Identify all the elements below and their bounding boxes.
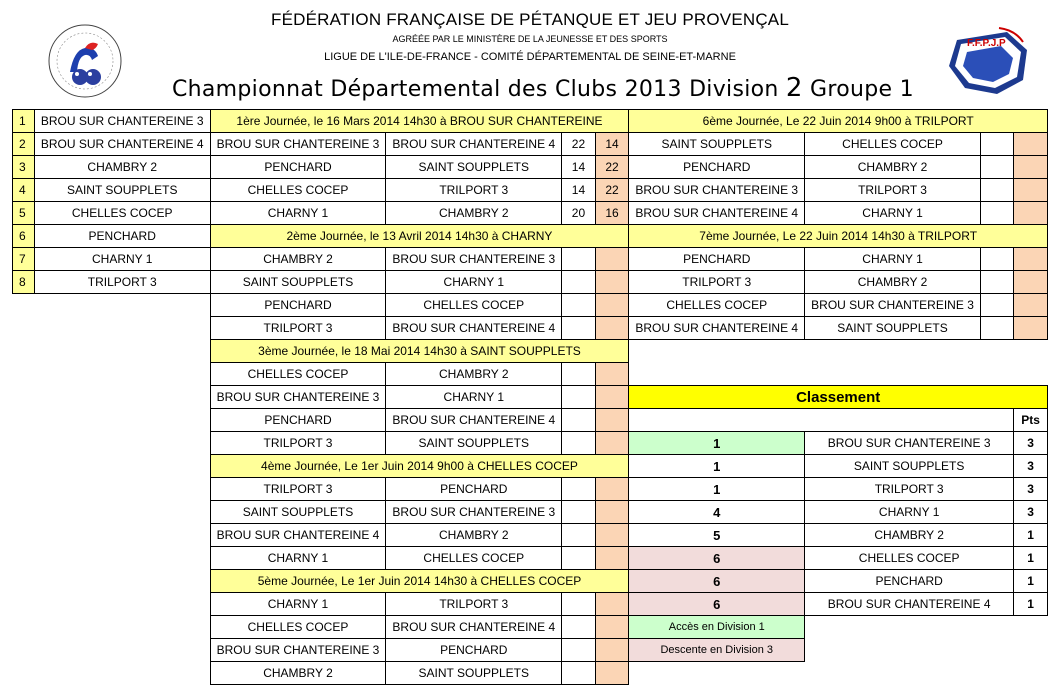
- score-away: [595, 524, 629, 547]
- points-header: Pts: [1014, 409, 1048, 432]
- table-row: [13, 248, 1048, 271]
- empty-cell: [805, 639, 1048, 662]
- empty-cell: [629, 340, 1048, 363]
- empty-cell: [13, 593, 211, 616]
- page-title: [172, 73, 914, 103]
- empty-cell: [629, 363, 1048, 386]
- standings-rank: 1: [629, 478, 805, 501]
- standings-points: 3: [1014, 478, 1048, 501]
- score-home: [980, 156, 1013, 179]
- team-number: 6: [13, 225, 35, 248]
- empty-cell: [13, 547, 211, 570]
- match-home-team: CHELLES COCEP: [629, 294, 805, 317]
- document-header: [12, 8, 1048, 108]
- standings-points: 1: [1014, 570, 1048, 593]
- score-home: [562, 593, 596, 616]
- match-home-team: PENCHARD: [210, 156, 386, 179]
- ministry-approval: AGRÉÉE PAR LE MINISTÈRE DE LA JEUNESSE ET DES SPORTS: [392, 34, 668, 44]
- match-away-team: BROU SUR CHANTEREINE 4: [386, 317, 562, 340]
- match-home-team: CHELLES COCEP: [210, 616, 386, 639]
- table-row: [13, 294, 1048, 317]
- match-home-team: CHARNY 1: [210, 547, 386, 570]
- match-away-team: SAINT SOUPPLETS: [386, 432, 562, 455]
- score-away: [1014, 294, 1048, 317]
- team-name: BROU SUR CHANTEREINE 4: [34, 133, 210, 156]
- table-row: [13, 639, 1048, 662]
- table-row: [13, 409, 1048, 432]
- table-row: [13, 317, 1048, 340]
- score-away: [1014, 156, 1048, 179]
- score-home: [562, 248, 596, 271]
- empty-cell: [13, 616, 211, 639]
- score-home: [562, 547, 596, 570]
- match-home-team: TRILPORT 3: [210, 478, 386, 501]
- score-away: [1014, 271, 1048, 294]
- standings-points: 3: [1014, 501, 1048, 524]
- match-away-team: CHAMBRY 2: [805, 156, 981, 179]
- score-away: [1014, 317, 1048, 340]
- match-home-team: BROU SUR CHANTEREINE 3: [629, 179, 805, 202]
- round-header-j6: 6ème Journée, Le 22 Juin 2014 9h00 à TRILPORT: [629, 110, 1048, 133]
- table-row: [13, 133, 1048, 156]
- table-row: [13, 501, 1048, 524]
- table-row: [13, 593, 1048, 616]
- standings-title: Classement: [629, 386, 1048, 409]
- team-name: CHAMBRY 2: [34, 156, 210, 179]
- table-row: [13, 110, 1048, 133]
- match-away-team: PENCHARD: [386, 639, 562, 662]
- score-home: 20: [562, 202, 596, 225]
- team-number: 1: [13, 110, 35, 133]
- league-committee: LIGUE DE L'ILE-DE-FRANCE - COMITÉ DÉPARTEMENTAL DE SEINE-ET-MARNE: [324, 51, 736, 63]
- match-away-team: CHARNY 1: [386, 271, 562, 294]
- match-away-team: CHAMBRY 2: [805, 271, 981, 294]
- match-away-team: BROU SUR CHANTEREINE 3: [386, 501, 562, 524]
- score-home: [980, 271, 1013, 294]
- empty-cell: [13, 524, 211, 547]
- match-away-team: SAINT SOUPPLETS: [386, 156, 562, 179]
- legend-promotion: Accès en Division 1: [629, 616, 805, 639]
- table-row: [13, 340, 1048, 363]
- team-number: 3: [13, 156, 35, 179]
- score-away: [595, 294, 629, 317]
- score-home: [980, 133, 1013, 156]
- score-away: [595, 593, 629, 616]
- score-home: [980, 179, 1013, 202]
- standings-points: 1: [1014, 547, 1048, 570]
- team-name: SAINT SOUPPLETS: [34, 179, 210, 202]
- team-number: 5: [13, 202, 35, 225]
- score-home: [562, 478, 596, 501]
- round-header-j1: 1ère Journée, le 16 Mars 2014 14h30 à BROU SUR CHANTEREINE: [210, 110, 629, 133]
- score-home: [562, 432, 596, 455]
- score-home: [562, 386, 596, 409]
- standings-rank: 1: [629, 455, 805, 478]
- match-home-team: SAINT SOUPPLETS: [210, 271, 386, 294]
- title-division: 2: [785, 73, 803, 103]
- empty-cell: [13, 317, 211, 340]
- standings-rank: 6: [629, 570, 805, 593]
- empty-cell: [805, 616, 1048, 639]
- standings-rank: 1: [629, 432, 805, 455]
- match-home-team: CHARNY 1: [210, 202, 386, 225]
- table-row: [13, 179, 1048, 202]
- standings-team: SAINT SOUPPLETS: [805, 455, 1014, 478]
- score-away: [595, 386, 629, 409]
- match-away-team: CHELLES COCEP: [386, 547, 562, 570]
- score-away: [595, 432, 629, 455]
- empty-cell: [13, 294, 211, 317]
- title-main: Championnat Départemental des Clubs 2013 Division: [172, 77, 786, 102]
- round-header-j7: 7ème Journée, Le 22 Juin 2014 14h30 à TRILPORT: [629, 225, 1048, 248]
- standings-team: CHAMBRY 2: [805, 524, 1014, 547]
- table-row: [13, 225, 1048, 248]
- score-home: 14: [562, 156, 596, 179]
- match-home-team: BROU SUR CHANTEREINE 3: [210, 639, 386, 662]
- match-away-team: CHAMBRY 2: [386, 363, 562, 386]
- schedule-table: [12, 109, 1048, 685]
- match-home-team: CHELLES COCEP: [210, 363, 386, 386]
- page: [12, 8, 1048, 690]
- team-number: 2: [13, 133, 35, 156]
- team-name: TRILPORT 3: [34, 271, 210, 294]
- score-away: [595, 363, 629, 386]
- score-home: [562, 662, 596, 685]
- match-away-team: CHELLES COCEP: [805, 133, 981, 156]
- score-home: 14: [562, 179, 596, 202]
- empty-cell: [13, 662, 211, 685]
- standings-points: 3: [1014, 455, 1048, 478]
- empty-cell: [13, 570, 211, 593]
- score-away: [595, 271, 629, 294]
- score-away: [595, 616, 629, 639]
- empty-cell: [13, 478, 211, 501]
- standings-team: BROU SUR CHANTEREINE 4: [805, 593, 1014, 616]
- score-home: [562, 639, 596, 662]
- match-away-team: TRILPORT 3: [386, 593, 562, 616]
- empty-cell: [629, 662, 1048, 685]
- match-away-team: BROU SUR CHANTEREINE 3: [386, 248, 562, 271]
- empty-cell: [13, 639, 211, 662]
- table-row: [13, 570, 1048, 593]
- match-away-team: BROU SUR CHANTEREINE 4: [386, 409, 562, 432]
- match-away-team: PENCHARD: [386, 478, 562, 501]
- match-away-team: CHAMBRY 2: [386, 524, 562, 547]
- standings-team: TRILPORT 3: [805, 478, 1014, 501]
- empty-cell: [13, 455, 211, 478]
- table-row: [13, 156, 1048, 179]
- team-number: 4: [13, 179, 35, 202]
- empty-cell: [13, 432, 211, 455]
- legend-relegation: Descente en Division 3: [629, 639, 805, 662]
- match-home-team: TRILPORT 3: [210, 317, 386, 340]
- score-home: [980, 294, 1013, 317]
- standings-team: CHELLES COCEP: [805, 547, 1014, 570]
- score-away: [595, 547, 629, 570]
- score-away: [595, 639, 629, 662]
- score-away: [595, 662, 629, 685]
- match-home-team: PENCHARD: [210, 294, 386, 317]
- score-home: [562, 616, 596, 639]
- score-home: [980, 248, 1013, 271]
- empty-cell: [629, 409, 1014, 432]
- round-header-j3: 3ème Journée, le 18 Mai 2014 14h30 à SAINT SOUPPLETS: [210, 340, 629, 363]
- match-away-team: CHARNY 1: [386, 386, 562, 409]
- empty-cell: [13, 386, 211, 409]
- table-row: [13, 547, 1048, 570]
- empty-cell: [13, 409, 211, 432]
- table-row: [13, 432, 1048, 455]
- score-home: [562, 363, 596, 386]
- score-home: [562, 409, 596, 432]
- match-home-team: PENCHARD: [629, 248, 805, 271]
- table-row: [13, 616, 1048, 639]
- federation-name: FÉDÉRATION FRANÇAISE DE PÉTANQUE ET JEU PROVENÇAL: [271, 10, 789, 29]
- team-name: PENCHARD: [34, 225, 210, 248]
- empty-cell: [13, 501, 211, 524]
- score-away: [1014, 179, 1048, 202]
- match-home-team: PENCHARD: [629, 156, 805, 179]
- match-home-team: BROU SUR CHANTEREINE 4: [629, 317, 805, 340]
- match-home-team: PENCHARD: [210, 409, 386, 432]
- standings-rank: 4: [629, 501, 805, 524]
- table-row: [13, 478, 1048, 501]
- match-away-team: BROU SUR CHANTEREINE 4: [386, 133, 562, 156]
- score-away: [595, 248, 629, 271]
- match-away-team: TRILPORT 3: [805, 179, 981, 202]
- standings-team: PENCHARD: [805, 570, 1014, 593]
- score-home: 22: [562, 133, 596, 156]
- score-away: [1014, 202, 1048, 225]
- match-home-team: TRILPORT 3: [629, 271, 805, 294]
- match-home-team: SAINT SOUPPLETS: [629, 133, 805, 156]
- table-row: [13, 363, 1048, 386]
- team-number: 8: [13, 271, 35, 294]
- table-row: [13, 386, 1048, 409]
- match-away-team: SAINT SOUPPLETS: [386, 662, 562, 685]
- match-home-team: TRILPORT 3: [210, 432, 386, 455]
- round-header-j4: 4ème Journée, Le 1er Juin 2014 9h00 à CHELLES COCEP: [210, 455, 629, 478]
- match-home-team: CHELLES COCEP: [210, 179, 386, 202]
- score-home: [980, 202, 1013, 225]
- empty-cell: [13, 340, 211, 363]
- match-home-team: SAINT SOUPPLETS: [210, 501, 386, 524]
- round-header-j2: 2ème Journée, le 13 Avril 2014 14h30 à CHARNY: [210, 225, 629, 248]
- score-home: [562, 501, 596, 524]
- score-away: [1014, 133, 1048, 156]
- match-away-team: BROU SUR CHANTEREINE 3: [805, 294, 981, 317]
- table-row: [13, 455, 1048, 478]
- team-name: CHARNY 1: [34, 248, 210, 271]
- title-group: Groupe 1: [802, 77, 914, 102]
- score-home: [562, 271, 596, 294]
- score-away: [595, 317, 629, 340]
- match-home-team: BROU SUR CHANTEREINE 3: [210, 133, 386, 156]
- score-away: 14: [595, 133, 629, 156]
- standings-points: 3: [1014, 432, 1048, 455]
- score-away: [595, 501, 629, 524]
- match-home-team: CHAMBRY 2: [210, 662, 386, 685]
- score-home: [980, 317, 1013, 340]
- score-home: [562, 524, 596, 547]
- match-away-team: CHAMBRY 2: [386, 202, 562, 225]
- table-row: [13, 524, 1048, 547]
- match-away-team: CHELLES COCEP: [386, 294, 562, 317]
- table-row: [13, 662, 1048, 685]
- team-name: BROU SUR CHANTEREINE 3: [34, 110, 210, 133]
- match-away-team: CHARNY 1: [805, 202, 981, 225]
- match-home-team: BROU SUR CHANTEREINE 4: [210, 524, 386, 547]
- match-home-team: CHARNY 1: [210, 593, 386, 616]
- standings-rank: 5: [629, 524, 805, 547]
- score-away: [595, 409, 629, 432]
- ffpjp-logo-text: F.F.P.J.P: [967, 38, 1006, 49]
- match-home-team: CHAMBRY 2: [210, 248, 386, 271]
- score-away: 16: [595, 202, 629, 225]
- score-away: [595, 478, 629, 501]
- empty-cell: [13, 363, 211, 386]
- table-row: [13, 271, 1048, 294]
- standings-rank: 6: [629, 547, 805, 570]
- standings-points: 1: [1014, 524, 1048, 547]
- match-away-team: SAINT SOUPPLETS: [805, 317, 981, 340]
- match-away-team: TRILPORT 3: [386, 179, 562, 202]
- round-header-j5: 5ème Journée, Le 1er Juin 2014 14h30 à CHELLES COCEP: [210, 570, 629, 593]
- match-home-team: BROU SUR CHANTEREINE 3: [210, 386, 386, 409]
- score-home: [562, 317, 596, 340]
- team-number: 7: [13, 248, 35, 271]
- standings-team: CHARNY 1: [805, 501, 1014, 524]
- score-away: 22: [595, 156, 629, 179]
- match-home-team: BROU SUR CHANTEREINE 4: [629, 202, 805, 225]
- standings-rank: 6: [629, 593, 805, 616]
- score-away: [1014, 248, 1048, 271]
- team-name: CHELLES COCEP: [34, 202, 210, 225]
- match-away-team: CHARNY 1: [805, 248, 981, 271]
- standings-team: BROU SUR CHANTEREINE 3: [805, 432, 1014, 455]
- match-away-team: BROU SUR CHANTEREINE 4: [386, 616, 562, 639]
- standings-points: 1: [1014, 593, 1048, 616]
- table-row: [13, 202, 1048, 225]
- score-home: [562, 294, 596, 317]
- score-away: 22: [595, 179, 629, 202]
